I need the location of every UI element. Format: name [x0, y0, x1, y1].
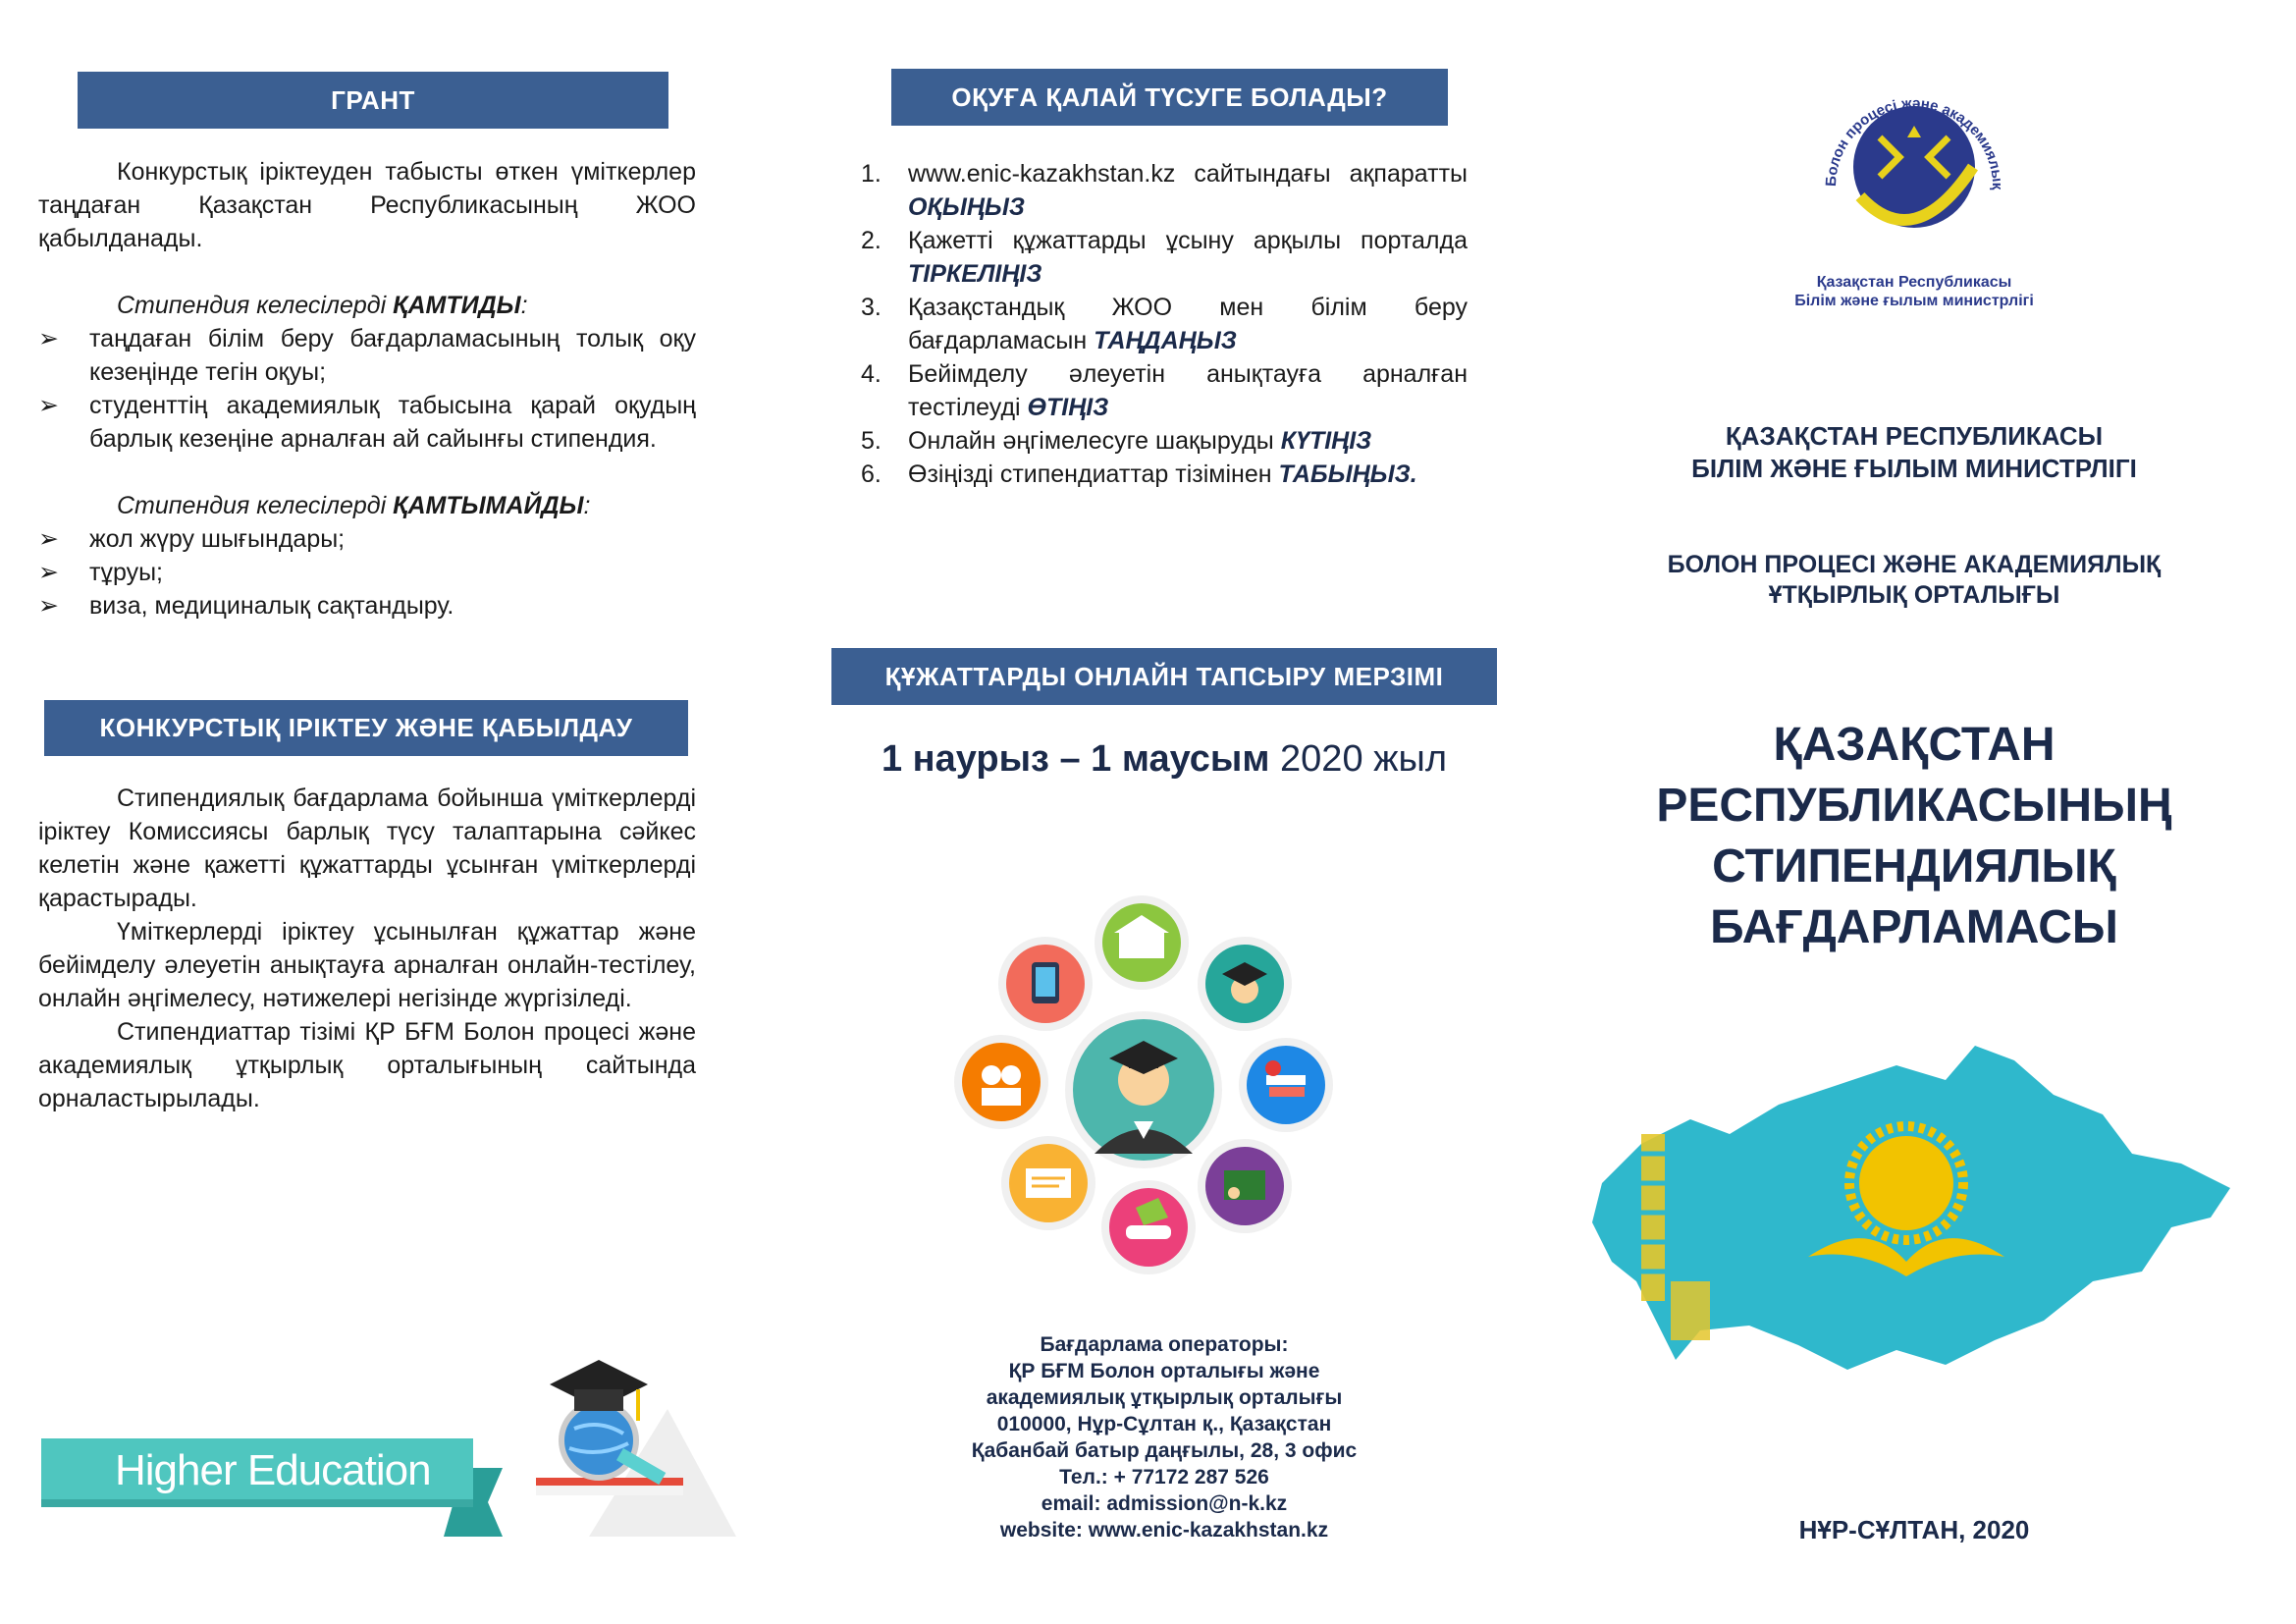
operator-line: Бағдарлама операторы: — [1040, 1333, 1289, 1356]
selection-paragraph: Стипендиаттар тізімі ҚР БҒМ Болон процесі және академиялық ұтқырлық орталығының сайтында орналастырылады. — [38, 1018, 696, 1112]
selection-paragraph: Үміткерлерді іріктеу ұсынылған құжаттар және бейімделу әлеуетін анықтауға арналған онлайн-тестілеу, онлайн әңгімелесу, нәтижелері негізінде жүргізіледі. — [38, 918, 696, 1012]
list-item: 4. Бейімделу әлеуетін анықтауға арналған тестілеуді ӨТІҢІЗ — [861, 360, 1468, 421]
how-to-apply-title: ОҚУҒА ҚАЛАЙ ТҮСУГЕ БОЛАДЫ? — [891, 69, 1448, 126]
students-icon — [954, 1035, 1048, 1129]
list-item: ➢ студенттің академиялық табысына қарай оқудың барлық кезеңіне арналған ай сайынғы стипендия. — [38, 392, 696, 453]
education-icon-cluster — [947, 893, 1350, 1286]
not-covers-heading: Стипендия келесілерді ҚАМТЫМАЙДЫ: — [117, 492, 591, 519]
svg-text:Болон процесі және академиялық: Болон процесі және академиялық — [1822, 94, 2006, 190]
diploma-icon — [1101, 1180, 1196, 1274]
operator-line: академиялық ұтқырлық орталығы — [986, 1386, 1343, 1409]
center-graduate-icon — [1065, 1011, 1222, 1168]
operator-email: email: admission@n-k.kz — [1041, 1492, 1288, 1515]
steps-list — [861, 157, 1468, 491]
tablet-icon — [998, 937, 1093, 1031]
operator-website: website: www.enic-kazakhstan.kz — [999, 1519, 1329, 1542]
ministry-name: ҚАЗАҚСТАН РЕСПУБЛИКАСЫ БІЛІМ ЖӘНЕ ҒЫЛЫМ МИНИСТРЛІГІ — [1691, 421, 2137, 483]
list-item: ➢ тұруы; — [38, 559, 163, 586]
graduate-icon — [1198, 937, 1292, 1031]
list-item: 1. www.enic-kazakhstan.kz сайтындағы ақпаратты ОҚЫҢЫЗ — [861, 160, 1468, 221]
list-item: ➢ виза, медициналық сақтандыру. — [38, 592, 454, 620]
deadline-title: ҚҰЖАТТАРДЫ ОНЛАЙН ТАПСЫРУ МЕРЗІМІ — [831, 648, 1497, 705]
list-item: 5. Онлайн әңгімелесуге шақыруды КҮТІҢІЗ — [861, 427, 1372, 455]
operator-info — [861, 1331, 1468, 1543]
covers-heading: Стипендия келесілерді ҚАМТИДЫ: — [117, 292, 528, 319]
operator-line: Қабанбай батыр даңғылы, 28, 3 офис — [971, 1439, 1358, 1462]
bologna-center-logo — [1782, 59, 2047, 285]
books-icon — [1239, 1038, 1333, 1132]
list-item: 3. Қазақстандық ЖОО мен білім беру бағдарламасын ТАҢДАҢЫЗ — [861, 294, 1468, 354]
program-title: ҚАЗАҚСТАН РЕСПУБЛИКАСЫНЫҢ СТИПЕНДИЯЛЫҚ БАҒДАРЛАМАСЫ — [1656, 719, 2172, 953]
not-covers-list — [38, 522, 696, 623]
certificate-icon — [1001, 1136, 1095, 1230]
higher-education-label: Higher Education — [115, 1446, 431, 1494]
grant-text: Конкурстық іріктеуден табысты өткен үміткерлер таңдаған Қазақстан Республикасының ЖОО қабылданады. — [38, 158, 696, 252]
grant-title: ГРАНТ — [78, 72, 668, 129]
selection-title: КОНКУРСТЫҚ ІРІКТЕУ ЖӘНЕ ҚАБЫЛДАУ — [44, 700, 688, 756]
operator-line: ҚР БҒМ Болон орталығы және — [1008, 1360, 1320, 1382]
logo-caption: Қазақстан Республикасы Білім және ғылым министрлігі — [1794, 274, 2034, 309]
city-year: НҰР-СҰЛТАН, 2020 — [1798, 1515, 2030, 1544]
selection-section — [38, 782, 696, 1115]
center-name: БОЛОН ПРОЦЕСІ ЖӘНЕ АКАДЕМИЯЛЫҚ ҰТҚЫРЛЫҚ ОРТАЛЫҒЫ — [1667, 551, 2162, 609]
steps-section — [861, 157, 1468, 491]
operator-phone: Тел.: + 77172 287 526 — [1059, 1466, 1269, 1489]
covers-list — [38, 322, 696, 456]
list-item: 6. Өзіңізді стипендиаттар тізімінен ТАБЫҢЫЗ. — [861, 460, 1417, 488]
deadline-dates: 1 наурыз – 1 маусым 2020 жыл — [881, 738, 1448, 780]
selection-paragraph: Стипендиялық бағдарлама бойынша үміткерлерді іріктеу Комиссиясы барлық түсу талаптарына сәйкес келетін және қажетті құжаттарды ұсынған үміткерлерді қарастырады. — [38, 785, 696, 912]
list-item: ➢ жол жүру шығындары; — [38, 525, 346, 553]
chalkboard-icon — [1198, 1139, 1292, 1233]
higher-education-ribbon — [41, 1438, 503, 1542]
list-item: ➢ таңдаған білім беру бағдарламасының толық оқу кезеңінде тегін оқуы; — [38, 325, 696, 386]
list-item: 2. Қажетті құжаттарды ұсыну арқылы порталда ТІРКЕЛІҢІЗ — [861, 227, 1468, 288]
school-building-icon — [1095, 895, 1189, 990]
grant-section — [38, 155, 696, 623]
operator-line: 010000, Нұр-Сұлтан қ., Қазақстан — [996, 1413, 1332, 1435]
graduation-globe-illustration — [530, 1350, 736, 1542]
kazakhstan-flag-map — [1582, 1026, 2245, 1389]
